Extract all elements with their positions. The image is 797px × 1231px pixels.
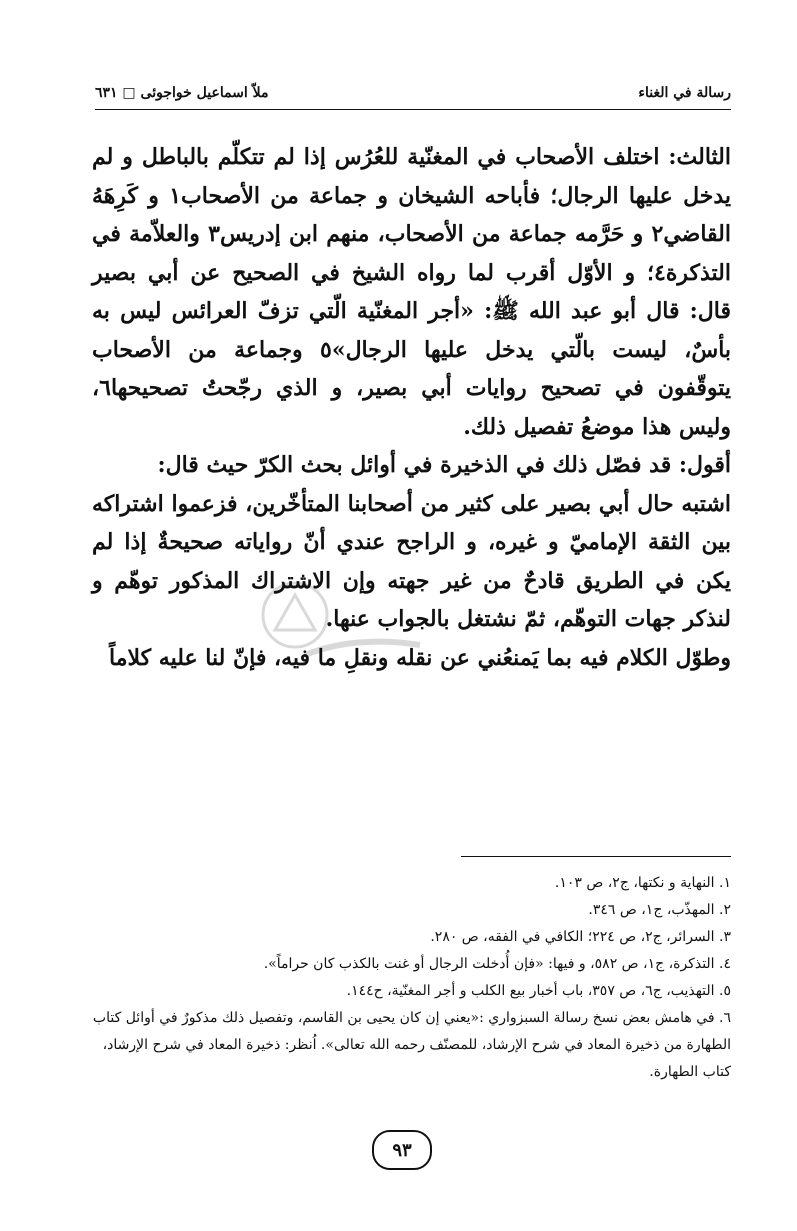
running-header — [95, 80, 731, 106]
footnote: ٤. التذكرة، ج١، ص ٥٨٢، و فيها: «فإن أُدخلت الرجال أو غنت بالكذب كان حراماً». — [263, 956, 731, 972]
paragraph-third — [92, 138, 731, 446]
paragraph-text: اختلف الأصحاب في المغنّية للعُرُس إذا لم تتكلّم بالباطل و لم يدخل عليها الرجال؛ فأباحه الشيخان و جماعة من الأصحاب١ و كَرِهَهُ القاضي٢ و حَرَّمه جماعة من الأصحاب، منهم ابن إدريس٣ والعلاّمة في التذكرة٤؛ و الأوّل أقرب لما رواه الشيخ في الصحيح عن أبي بصير قال: قال أبو عبد الله ﷺ: «أجر المغنّية الّتي تزفّ العرائس ليس به بأسٌ، ليست بالّتي يدخل عليها الرجال»٥ وجماعة من الأصحاب يتوقّفون في تصحيح روايات أبي بصير، و الذي رجّحتُ تصحيحها٦، وليس هذا موضعُ تفصيل ذلك. — [92, 144, 732, 440]
footnotes — [90, 870, 731, 1086]
paragraph-lead: أقول: — [678, 452, 731, 478]
footnote-rule — [461, 856, 731, 857]
footnote: ٥. التهذيب، ج٦، ص ٣٥٧، باب أخبار بيع الكلب و أجر المغنّية، ح١٤٤. — [346, 983, 731, 999]
page-number: ٩٣ — [372, 1130, 432, 1170]
paragraph-aqul — [92, 446, 731, 485]
header-author-page: ملاّ اسماعيل خواجوئى □ ٦٣١ — [95, 85, 269, 101]
footnote: ١. النهاية و نكتها، ج٢، ص ١٠٣. — [554, 875, 731, 891]
header-chapter-title: رسالة في الغناء — [638, 85, 731, 101]
footnote: ٦. في هامش بعض نسخ رسالة السبزواري :«يعني إن كان يحيى بن القاسم، وتفصيل ذلك مذكورٌ في أوائل كتاب الطهارة من ذخيرة المعاد في شرح الإرشاد، للمصنّف رحمه الله تعالى». اُنظر: ذخيرة المعاد في شرح الإرشاد، كتاب الطهارة. — [92, 1010, 731, 1080]
header-rule — [95, 109, 731, 110]
main-text — [92, 138, 731, 677]
footnote: ٣. السرائر، ج٢، ص ٢٢٤؛ الكافي في الفقه، ص ٢٨٠. — [430, 929, 731, 945]
paragraph-text: قد فصّل ذلك في الذخيرة في أوائل بحث الكرّ حيث قال: — [157, 452, 679, 478]
footnote: ٢. المهذّب، ج١، ص ٣٤٦. — [588, 902, 731, 918]
paragraph-closing: وطوّل الكلام فيه بما يَمنعُني عن نقله ونقلِ ما فيه، فإنّ لنا عليه كلاماً — [109, 644, 731, 671]
quoted-passage: اشتبه حال أبي بصير على كثير من أصحابنا المتأخّرين، فزعموا اشتراكه بين الثقة الإماميّ و غيره، و الراجح عندي أنّ رواياته صحيحةٌ إذا لم يكن في الطريق قادحٌ من غير جهته وإن الاشتراك المذكور توهّم و لنذكر جهات التوهّم، ثمّ نشتغل بالجواب عنها. — [92, 490, 731, 632]
paragraph-lead: الثالث: — [668, 144, 731, 170]
